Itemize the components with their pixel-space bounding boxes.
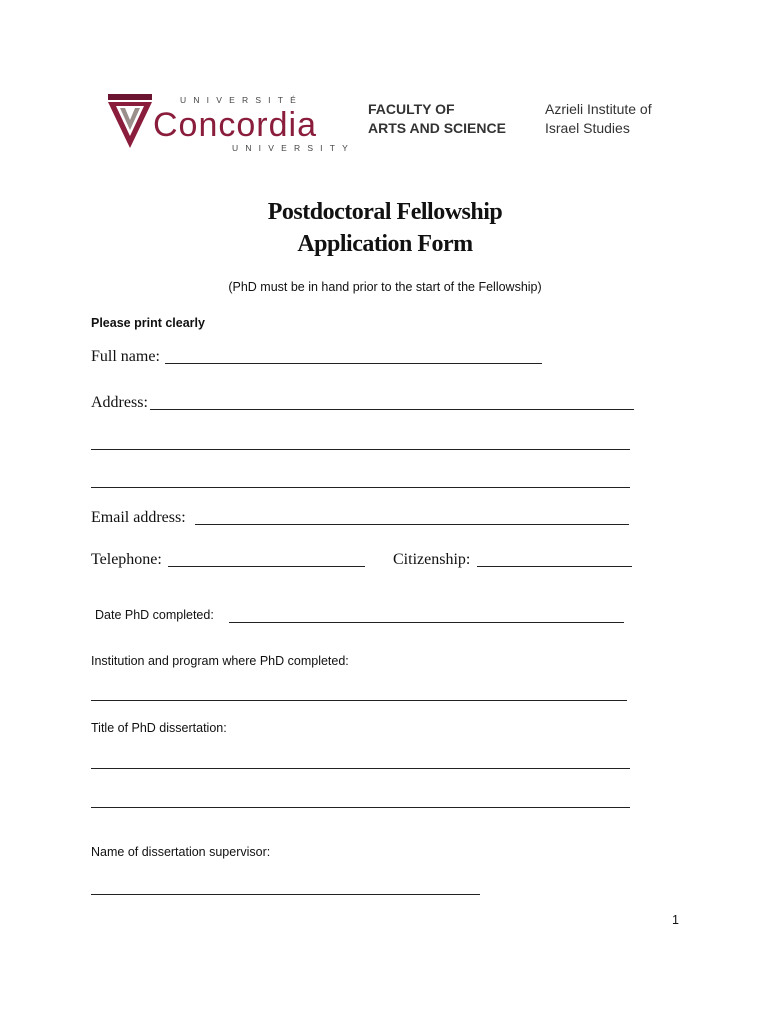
concordia-shield-icon [106,92,154,152]
supervisor-field[interactable] [91,894,480,895]
faculty-line-2: ARTS AND SCIENCE [368,120,506,136]
page-title-line-2: Application Form [297,231,473,257]
print-instruction: Please print clearly [91,316,205,330]
faculty-name [368,100,506,138]
address-label: Address: [91,394,148,411]
telephone-label: Telephone: [91,551,162,568]
email-label: Email address: [91,509,186,526]
logo-universite-text: UNIVERSITÉ [180,95,304,105]
faculty-line-1: FACULTY OF [368,101,455,117]
dissertation-title-field-line-2[interactable] [91,807,630,808]
full-name-field[interactable] [165,363,542,364]
phd-requirement-note: (PhD must be in hand prior to the start of the Fellowship) [228,280,542,294]
date-phd-field[interactable] [229,622,624,623]
logo-concordia-text: Concordia [153,106,317,144]
citizenship-label: Citizenship: [393,551,471,568]
full-name-label: Full name: [91,348,160,365]
dissertation-title-field-line-1[interactable] [91,768,630,769]
institution-label: Institution and program where PhD completed: [91,654,349,668]
page-number: 1 [672,913,679,927]
institution-field[interactable] [91,700,627,701]
date-phd-label: Date PhD completed: [95,608,214,622]
dissertation-title-label: Title of PhD dissertation: [91,721,227,735]
institute-line-2: Israel Studies [545,120,630,136]
supervisor-label: Name of dissertation supervisor: [91,845,271,859]
page-title-line-1: Postdoctoral Fellowship [267,199,503,225]
institute-line-1: Azrieli Institute of [545,101,652,117]
telephone-field[interactable] [168,566,365,567]
address-field-line-3[interactable] [91,487,630,488]
institute-name [545,100,652,138]
logo-university-text: UNIVERSITY [232,143,356,153]
email-field[interactable] [195,524,629,525]
address-field-line-2[interactable] [91,449,630,450]
citizenship-field[interactable] [477,566,632,567]
address-field-line-1[interactable] [150,409,634,410]
